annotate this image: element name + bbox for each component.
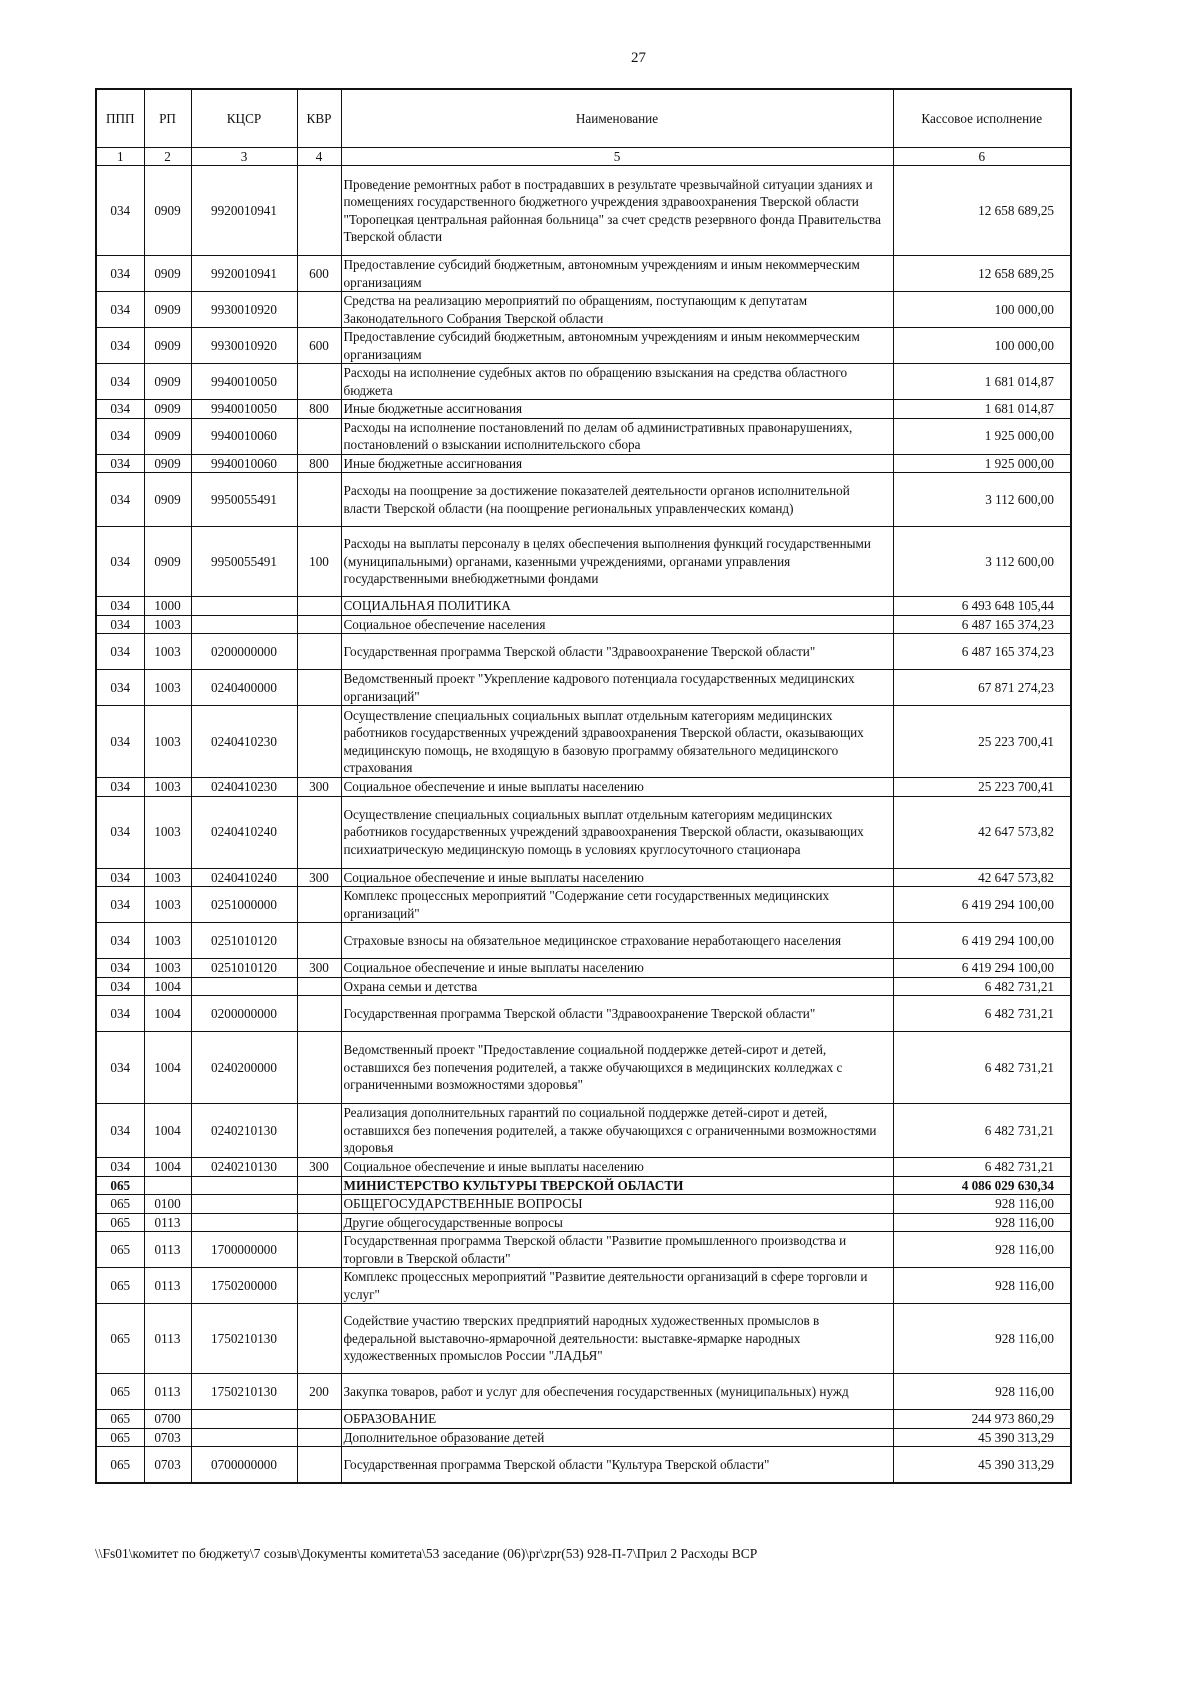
cell-ppp: 034: [96, 670, 144, 706]
cell-ppp: 065: [96, 1447, 144, 1483]
table-row: [96, 418, 1071, 454]
table-row: [96, 923, 1071, 959]
cell-rp: 0909: [144, 473, 191, 527]
cell-kcsr: 0200000000: [191, 996, 297, 1032]
cell-ppp: 034: [96, 454, 144, 473]
cell-kvr: 600: [297, 328, 341, 364]
table-row: [96, 1268, 1071, 1304]
cell-name: Иные бюджетные ассигнования: [341, 454, 893, 473]
cell-kvr: [297, 364, 341, 400]
page-number: 27: [631, 50, 646, 66]
cell-amount: 3 112 600,00: [893, 473, 1071, 527]
cell-kvr: [297, 1032, 341, 1104]
table-row: [96, 256, 1071, 292]
cell-ppp: 034: [96, 887, 144, 923]
table-row: [96, 328, 1071, 364]
cell-kcsr: 9940010050: [191, 364, 297, 400]
table-row: [96, 796, 1071, 868]
cell-ppp: 034: [96, 400, 144, 419]
table-row: [96, 1428, 1071, 1447]
cell-amount: 45 390 313,29: [893, 1447, 1071, 1483]
cell-ppp: 034: [96, 706, 144, 778]
cell-name: Расходы на поощрение за достижение показателей деятельности органов исполнительной власти Тверской области (на поощрение региональных управленческих команд): [341, 473, 893, 527]
table-row: [96, 1232, 1071, 1268]
cell-amount: 100 000,00: [893, 292, 1071, 328]
cell-kcsr: 0240410230: [191, 706, 297, 778]
cell-kvr: [297, 1232, 341, 1268]
table-row: [96, 778, 1071, 797]
cell-kcsr: [191, 977, 297, 996]
cell-amount: 6 487 165 374,23: [893, 615, 1071, 634]
cell-kvr: [297, 473, 341, 527]
cell-ppp: 034: [96, 166, 144, 256]
table-row: [96, 887, 1071, 923]
table-row: [96, 1213, 1071, 1232]
cell-rp: 0703: [144, 1428, 191, 1447]
cell-rp: 1003: [144, 778, 191, 797]
cell-amount: 1 681 014,87: [893, 400, 1071, 419]
cell-amount: 4 086 029 630,34: [893, 1176, 1071, 1195]
cell-rp: 0113: [144, 1268, 191, 1304]
cell-rp: 1003: [144, 615, 191, 634]
cell-amount: 928 116,00: [893, 1268, 1071, 1304]
cell-rp: 1004: [144, 1104, 191, 1158]
cell-rp: 1003: [144, 670, 191, 706]
cell-amount: 6 482 731,21: [893, 996, 1071, 1032]
cell-kcsr: 9930010920: [191, 292, 297, 328]
cell-kcsr: 1750210130: [191, 1304, 297, 1374]
table-row: [96, 1195, 1071, 1214]
cell-name: Расходы на исполнение постановлений по делам об административных правонарушениях, постановлений о взыскании исполнительского сбора: [341, 418, 893, 454]
cell-kvr: [297, 1268, 341, 1304]
cell-ppp: 065: [96, 1213, 144, 1232]
cell-amount: 6 487 165 374,23: [893, 634, 1071, 670]
cell-kvr: [297, 977, 341, 996]
column-number: 3: [191, 147, 297, 166]
cell-ppp: 034: [96, 796, 144, 868]
cell-rp: 0113: [144, 1304, 191, 1374]
cell-kcsr: 0240210130: [191, 1104, 297, 1158]
cell-name: Государственная программа Тверской области "Здравоохранение Тверской области": [341, 996, 893, 1032]
cell-name: Страховые взносы на обязательное медицинское страхование неработающего населения: [341, 923, 893, 959]
cell-rp: 1004: [144, 996, 191, 1032]
cell-kcsr: 9950055491: [191, 473, 297, 527]
cell-amount: 6 493 648 105,44: [893, 597, 1071, 616]
cell-amount: 67 871 274,23: [893, 670, 1071, 706]
cell-rp: 0100: [144, 1195, 191, 1214]
cell-ppp: 034: [96, 473, 144, 527]
cell-amount: 42 647 573,82: [893, 868, 1071, 887]
cell-amount: 1 925 000,00: [893, 418, 1071, 454]
cell-kvr: 600: [297, 256, 341, 292]
cell-name: Социальное обеспечение населения: [341, 615, 893, 634]
cell-kvr: 300: [297, 778, 341, 797]
cell-rp: 0700: [144, 1410, 191, 1429]
table-row: [96, 1104, 1071, 1158]
cell-kcsr: [191, 597, 297, 616]
cell-name: Социальное обеспечение и иные выплаты населению: [341, 1158, 893, 1177]
cell-rp: 0909: [144, 418, 191, 454]
cell-kvr: [297, 1410, 341, 1429]
cell-name: Закупка товаров, работ и услуг для обеспечения государственных (муниципальных) нужд: [341, 1374, 893, 1410]
cell-kcsr: 0240400000: [191, 670, 297, 706]
cell-kcsr: 9940010050: [191, 400, 297, 419]
table-row: [96, 400, 1071, 419]
cell-name: Средства на реализацию мероприятий по обращениям, поступающим к депутатам Законодательного Собрания Тверской области: [341, 292, 893, 328]
cell-kvr: [297, 670, 341, 706]
header-kcsr: КЦСР: [191, 89, 297, 147]
cell-rp: 1003: [144, 706, 191, 778]
table-row: [96, 706, 1071, 778]
cell-rp: 0113: [144, 1374, 191, 1410]
column-number-row: [96, 147, 1071, 166]
cell-amount: 244 973 860,29: [893, 1410, 1071, 1429]
cell-ppp: 034: [96, 418, 144, 454]
cell-kvr: 800: [297, 400, 341, 419]
cell-kcsr: 0240210130: [191, 1158, 297, 1177]
cell-ppp: 065: [96, 1176, 144, 1195]
cell-kvr: [297, 166, 341, 256]
cell-amount: 1 925 000,00: [893, 454, 1071, 473]
cell-rp: [144, 1176, 191, 1195]
cell-ppp: 034: [96, 868, 144, 887]
cell-rp: 1004: [144, 1158, 191, 1177]
cell-amount: 45 390 313,29: [893, 1428, 1071, 1447]
cell-rp: 0909: [144, 166, 191, 256]
cell-name: Социальное обеспечение и иные выплаты населению: [341, 868, 893, 887]
cell-ppp: 034: [96, 615, 144, 634]
cell-name: Государственная программа Тверской области "Развитие промышленного производства и торговли в Тверской области": [341, 1232, 893, 1268]
cell-kcsr: [191, 1213, 297, 1232]
cell-name: Комплекс процессных мероприятий "Развитие деятельности организаций в сфере торговли и услуг": [341, 1268, 893, 1304]
cell-kvr: [297, 615, 341, 634]
table-row: [96, 996, 1071, 1032]
header-amount: Кассовое исполнение: [893, 89, 1071, 147]
table-row: [96, 1304, 1071, 1374]
cell-amount: 6 482 731,21: [893, 1158, 1071, 1177]
cell-amount: 928 116,00: [893, 1304, 1071, 1374]
cell-kvr: 300: [297, 1158, 341, 1177]
cell-name: Социальное обеспечение и иные выплаты населению: [341, 959, 893, 978]
header-row: [96, 89, 1071, 147]
expenditure-table: [95, 88, 1072, 1484]
cell-rp: 0909: [144, 454, 191, 473]
cell-kvr: [297, 923, 341, 959]
cell-rp: 1003: [144, 887, 191, 923]
cell-amount: 100 000,00: [893, 328, 1071, 364]
cell-ppp: 034: [96, 923, 144, 959]
table-row: [96, 615, 1071, 634]
cell-ppp: 065: [96, 1195, 144, 1214]
cell-kvr: [297, 1104, 341, 1158]
cell-rp: 1003: [144, 959, 191, 978]
cell-name: Проведение ремонтных работ в пострадавших в результате чрезвычайной ситуации зданиях и помещениях государственного бюджетного учреждения здравоохранения Тверской области "Торопецкая центральная районная больница" за счет средств резервного фонда Правительства Тверской области: [341, 166, 893, 256]
cell-rp: 0909: [144, 292, 191, 328]
cell-kcsr: [191, 1176, 297, 1195]
table-row: [96, 473, 1071, 527]
header-name: Наименование: [341, 89, 893, 147]
column-number: 5: [341, 147, 893, 166]
column-number: 4: [297, 147, 341, 166]
cell-kcsr: 1750200000: [191, 1268, 297, 1304]
table-row: [96, 1374, 1071, 1410]
cell-kcsr: 9940010060: [191, 454, 297, 473]
cell-name: СОЦИАЛЬНАЯ ПОЛИТИКА: [341, 597, 893, 616]
table-row: [96, 292, 1071, 328]
cell-name: ОБРАЗОВАНИЕ: [341, 1410, 893, 1429]
cell-kcsr: 1750210130: [191, 1374, 297, 1410]
cell-kvr: [297, 1195, 341, 1214]
cell-kvr: [297, 1176, 341, 1195]
cell-kvr: [297, 1428, 341, 1447]
cell-kcsr: 9930010920: [191, 328, 297, 364]
table-row: [96, 1032, 1071, 1104]
table-row: [96, 527, 1071, 597]
cell-amount: 25 223 700,41: [893, 778, 1071, 797]
cell-rp: 1004: [144, 977, 191, 996]
cell-name: Осуществление специальных социальных выплат отдельным категориям медицинских работников государственных учреждений здравоохранения Тверской области, оказывающих психиатрическую медицинскую помощь в условиях круглосуточного стационара: [341, 796, 893, 868]
column-number: 2: [144, 147, 191, 166]
cell-ppp: 034: [96, 527, 144, 597]
cell-kcsr: 0240410240: [191, 796, 297, 868]
cell-kcsr: [191, 1410, 297, 1429]
cell-kvr: [297, 292, 341, 328]
cell-rp: 0909: [144, 400, 191, 419]
cell-name: Расходы на исполнение судебных актов по обращению взыскания на средства областного бюджета: [341, 364, 893, 400]
cell-name: Комплекс процессных мероприятий "Содержание сети государственных медицинских организаций": [341, 887, 893, 923]
cell-ppp: 034: [96, 977, 144, 996]
cell-amount: 6 419 294 100,00: [893, 887, 1071, 923]
cell-kvr: [297, 1304, 341, 1374]
cell-kvr: [297, 887, 341, 923]
cell-name: Социальное обеспечение и иные выплаты населению: [341, 778, 893, 797]
cell-ppp: 065: [96, 1374, 144, 1410]
header-ppp: ППП: [96, 89, 144, 147]
cell-name: Предоставление субсидий бюджетным, автономным учреждениям и иным некоммерческим организациям: [341, 256, 893, 292]
cell-amount: 928 116,00: [893, 1213, 1071, 1232]
cell-kvr: [297, 796, 341, 868]
cell-kcsr: [191, 1428, 297, 1447]
table-row: [96, 634, 1071, 670]
cell-kvr: [297, 1447, 341, 1483]
cell-rp: 0909: [144, 256, 191, 292]
cell-name: Осуществление специальных социальных выплат отдельным категориям медицинских работников государственных учреждений здравоохранения Тверской области, оказывающих медицинскую помощь, не входящую в базовую программу обязательного медицинского страхования: [341, 706, 893, 778]
cell-name: Предоставление субсидий бюджетным, автономным учреждениям и иным некоммерческим организациям: [341, 328, 893, 364]
cell-kcsr: 9940010060: [191, 418, 297, 454]
cell-name: Расходы на выплаты персоналу в целях обеспечения выполнения функций государственными (муниципальными) органами, казенными учреждениями, органами управления государственными внебюджетными фондами: [341, 527, 893, 597]
cell-amount: 6 482 731,21: [893, 1032, 1071, 1104]
header-kvr: КВР: [297, 89, 341, 147]
cell-kcsr: [191, 615, 297, 634]
cell-kcsr: [191, 1195, 297, 1214]
cell-rp: 0909: [144, 364, 191, 400]
cell-rp: 0703: [144, 1447, 191, 1483]
cell-ppp: 034: [96, 778, 144, 797]
cell-ppp: 065: [96, 1268, 144, 1304]
cell-rp: 0909: [144, 527, 191, 597]
cell-ppp: 065: [96, 1232, 144, 1268]
cell-kcsr: 9920010941: [191, 166, 297, 256]
table-row: [96, 454, 1071, 473]
cell-ppp: 034: [96, 328, 144, 364]
cell-kcsr: 9920010941: [191, 256, 297, 292]
cell-ppp: 065: [96, 1304, 144, 1374]
cell-kcsr: 0240410240: [191, 868, 297, 887]
cell-rp: 1003: [144, 634, 191, 670]
cell-kcsr: 0200000000: [191, 634, 297, 670]
table-row: [96, 1176, 1071, 1195]
cell-amount: 6 482 731,21: [893, 1104, 1071, 1158]
table-row: [96, 1410, 1071, 1429]
cell-amount: 6 482 731,21: [893, 977, 1071, 996]
cell-amount: 6 419 294 100,00: [893, 923, 1071, 959]
cell-ppp: 034: [96, 597, 144, 616]
cell-amount: 1 681 014,87: [893, 364, 1071, 400]
cell-kvr: [297, 996, 341, 1032]
cell-rp: 0113: [144, 1232, 191, 1268]
cell-name: Государственная программа Тверской области "Культура Тверской области": [341, 1447, 893, 1483]
table-row: [96, 166, 1071, 256]
cell-amount: 928 116,00: [893, 1195, 1071, 1214]
cell-ppp: 034: [96, 256, 144, 292]
table-row: [96, 670, 1071, 706]
cell-kvr: 200: [297, 1374, 341, 1410]
cell-kcsr: 0240200000: [191, 1032, 297, 1104]
cell-name: Дополнительное образование детей: [341, 1428, 893, 1447]
table-row: [96, 1447, 1071, 1483]
cell-kvr: [297, 1213, 341, 1232]
cell-kcsr: 0251000000: [191, 887, 297, 923]
cell-kvr: 800: [297, 454, 341, 473]
cell-name: Содействие участию тверских предприятий народных художественных промыслов в федеральной выставочно-ярмарочной деятельности: выставке-ярмарке народных художественных промыслов России "ЛАДЬЯ": [341, 1304, 893, 1374]
cell-kvr: 100: [297, 527, 341, 597]
cell-kcsr: 0240410230: [191, 778, 297, 797]
cell-rp: 1003: [144, 868, 191, 887]
cell-kvr: [297, 634, 341, 670]
table-row: [96, 1158, 1071, 1177]
cell-kvr: [297, 418, 341, 454]
cell-ppp: 034: [96, 959, 144, 978]
cell-kcsr: 0251010120: [191, 959, 297, 978]
cell-amount: 928 116,00: [893, 1232, 1071, 1268]
cell-amount: 12 658 689,25: [893, 256, 1071, 292]
table-body: [96, 166, 1071, 1483]
cell-kvr: 300: [297, 868, 341, 887]
cell-kcsr: 0700000000: [191, 1447, 297, 1483]
cell-name: ОБЩЕГОСУДАРСТВЕННЫЕ ВОПРОСЫ: [341, 1195, 893, 1214]
cell-kcsr: 1700000000: [191, 1232, 297, 1268]
cell-amount: 25 223 700,41: [893, 706, 1071, 778]
cell-kvr: 300: [297, 959, 341, 978]
cell-name: Государственная программа Тверской области "Здравоохранение Тверской области": [341, 634, 893, 670]
cell-rp: 0909: [144, 328, 191, 364]
cell-amount: 3 112 600,00: [893, 527, 1071, 597]
cell-name: Реализация дополнительных гарантий по социальной поддержке детей-сирот и детей, оставшихся без попечения родителей, а также обучающихся с ограниченными возможностями здоровья: [341, 1104, 893, 1158]
footer-file-path: \\Fs01\комитет по бюджету\7 созыв\Документы комитета\53 заседание (06)\pr\zpr(53) 928-П-7\Прил 2 Расходы ВСР: [95, 1546, 758, 1561]
table-row: [96, 959, 1071, 978]
cell-rp: 1003: [144, 923, 191, 959]
cell-ppp: 034: [96, 364, 144, 400]
cell-kvr: [297, 597, 341, 616]
cell-ppp: 034: [96, 1158, 144, 1177]
cell-kvr: [297, 706, 341, 778]
cell-ppp: 034: [96, 292, 144, 328]
cell-ppp: 034: [96, 1032, 144, 1104]
cell-amount: 6 419 294 100,00: [893, 959, 1071, 978]
cell-name: Иные бюджетные ассигнования: [341, 400, 893, 419]
table-row: [96, 597, 1071, 616]
cell-kcsr: 0251010120: [191, 923, 297, 959]
cell-amount: 12 658 689,25: [893, 166, 1071, 256]
cell-ppp: 034: [96, 1104, 144, 1158]
cell-amount: 42 647 573,82: [893, 796, 1071, 868]
cell-rp: 1004: [144, 1032, 191, 1104]
column-number: 6: [893, 147, 1071, 166]
cell-ppp: 065: [96, 1410, 144, 1429]
header-rp: РП: [144, 89, 191, 147]
cell-ppp: 034: [96, 634, 144, 670]
table-row: [96, 868, 1071, 887]
cell-name: Другие общегосударственные вопросы: [341, 1213, 893, 1232]
cell-name: Ведомственный проект "Укрепление кадрового потенциала государственных медицинских организаций": [341, 670, 893, 706]
cell-rp: 1003: [144, 796, 191, 868]
table-row: [96, 364, 1071, 400]
table-row: [96, 977, 1071, 996]
cell-rp: 1000: [144, 597, 191, 616]
cell-name: Ведомственный проект "Предоставление социальной поддержке детей-сирот и детей, оставшихся без попечения родителей, а также обучающихся в медицинских колледжах с ограниченными возможностями здоровья": [341, 1032, 893, 1104]
cell-amount: 928 116,00: [893, 1374, 1071, 1410]
cell-kcsr: 9950055491: [191, 527, 297, 597]
cell-name: МИНИСТЕРСТВО КУЛЬТУРЫ ТВЕРСКОЙ ОБЛАСТИ: [341, 1176, 893, 1195]
cell-ppp: 065: [96, 1428, 144, 1447]
cell-name: Охрана семьи и детства: [341, 977, 893, 996]
cell-rp: 0113: [144, 1213, 191, 1232]
cell-ppp: 034: [96, 996, 144, 1032]
column-number: 1: [96, 147, 144, 166]
